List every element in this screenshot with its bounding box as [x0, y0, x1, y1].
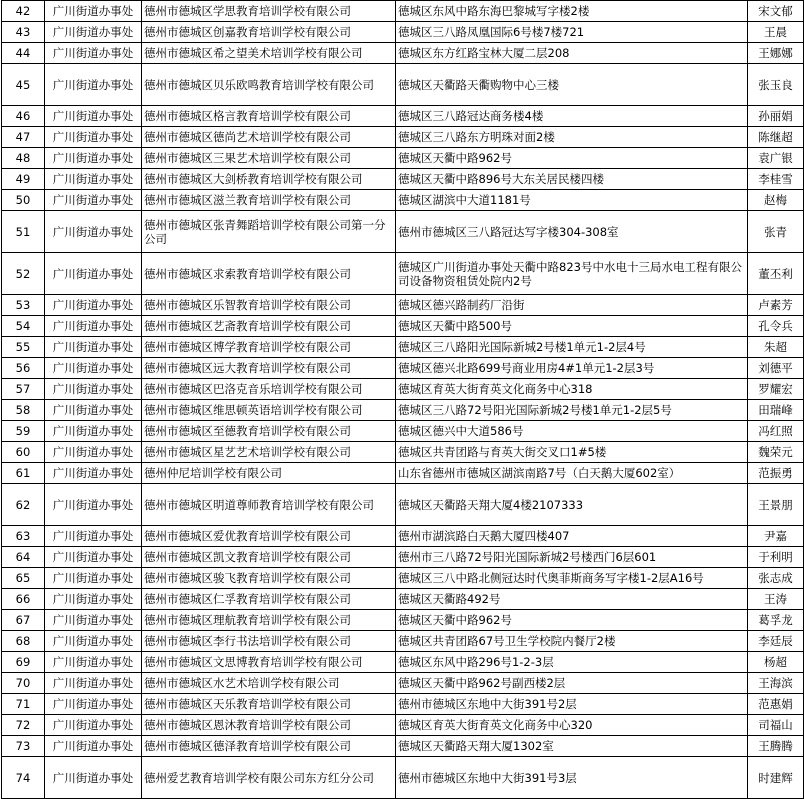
cell-address: 德州市德城区东地中大街391号3层	[396, 757, 748, 799]
cell-school-name: 德州市德城区明道尊师教育培训学校有限公司	[142, 484, 396, 526]
cell-number: 64	[2, 547, 45, 568]
cell-office: 广川街道办事处	[45, 652, 142, 673]
cell-school-name: 德州市德城区文思博教育培训学校有限公司	[142, 652, 396, 673]
table-body	[2, 1, 804, 799]
table-row	[2, 442, 804, 463]
cell-school-name: 德州市德城区博学教育培训学校有限公司	[142, 337, 396, 358]
cell-office: 广川街道办事处	[45, 631, 142, 652]
cell-contact-person: 孔令兵	[748, 316, 804, 337]
table-row	[2, 337, 804, 358]
cell-office: 广川街道办事处	[45, 736, 142, 757]
cell-address: 德城区湖滨中大道1181号	[396, 190, 748, 211]
cell-number: 56	[2, 358, 45, 379]
cell-number: 63	[2, 526, 45, 547]
cell-address: 德城区东风中路东海巴黎城写字楼2楼	[396, 1, 748, 22]
cell-number: 46	[2, 106, 45, 127]
cell-contact-person: 陈继超	[748, 127, 804, 148]
cell-school-name: 德州市德城区星艺艺术培训学校有限公司	[142, 442, 396, 463]
cell-address: 德城区东风中路296号1-2-3层	[396, 652, 748, 673]
cell-office: 广川街道办事处	[45, 253, 142, 295]
cell-school-name: 德州市德城区水艺术培训学校有限公司	[142, 673, 396, 694]
cell-office: 广川街道办事处	[45, 589, 142, 610]
cell-address: 德城区天衢中路962号	[396, 610, 748, 631]
cell-office: 广川街道办事处	[45, 148, 142, 169]
cell-contact-person: 张玉良	[748, 64, 804, 106]
cell-number: 42	[2, 1, 45, 22]
cell-office: 广川街道办事处	[45, 463, 142, 484]
cell-office: 广川街道办事处	[45, 484, 142, 526]
cell-office: 广川街道办事处	[45, 358, 142, 379]
cell-number: 55	[2, 337, 45, 358]
cell-school-name: 德州市德城区天乐教育培训学校有限公司	[142, 694, 396, 715]
cell-contact-person: 司福山	[748, 715, 804, 736]
cell-address: 德城区三八路72号阳光国际新城2号楼1单元1-2层5号	[396, 400, 748, 421]
cell-number: 54	[2, 316, 45, 337]
cell-contact-person: 刘德平	[748, 358, 804, 379]
cell-school-name: 德州市德城区乐智教育培训学校有限公司	[142, 295, 396, 316]
cell-address: 德城区三八中路北侧冠达时代奥菲斯商务写字楼1-2层A16号	[396, 568, 748, 589]
table-row	[2, 358, 804, 379]
cell-school-name: 德州市德城区远大教育培训学校有限公司	[142, 358, 396, 379]
table-row	[2, 316, 804, 337]
cell-office: 广川街道办事处	[45, 43, 142, 64]
cell-school-name: 德州仲尼培训学校有限公司	[142, 463, 396, 484]
cell-office: 广川街道办事处	[45, 400, 142, 421]
cell-school-name: 德州市德城区三果艺术培训学校有限公司	[142, 148, 396, 169]
cell-contact-person: 张志成	[748, 568, 804, 589]
table-row	[2, 547, 804, 568]
cell-office: 广川街道办事处	[45, 211, 142, 253]
cell-contact-person: 孙丽娟	[748, 106, 804, 127]
cell-address: 德城区天衢中路500号	[396, 316, 748, 337]
cell-school-name: 德州市德城区德泽教育培训学校有限公司	[142, 736, 396, 757]
table-row	[2, 22, 804, 43]
cell-office: 广川街道办事处	[45, 379, 142, 400]
cell-office: 广川街道办事处	[45, 106, 142, 127]
cell-school-name: 德州市德城区维思顿英语培训学校有限公司	[142, 400, 396, 421]
cell-contact-person: 王晨	[748, 22, 804, 43]
cell-address: 德城区德兴北路699号商业用房4#1单元1-2层3号	[396, 358, 748, 379]
cell-number: 61	[2, 463, 45, 484]
table-row	[2, 526, 804, 547]
table-row	[2, 652, 804, 673]
cell-number: 43	[2, 22, 45, 43]
cell-number: 57	[2, 379, 45, 400]
table-row	[2, 463, 804, 484]
cell-school-name: 德州市德城区巴洛克音乐培训学校有限公司	[142, 379, 396, 400]
cell-office: 广川街道办事处	[45, 610, 142, 631]
cell-address: 德城区天衢中路896号大东关居民楼四楼	[396, 169, 748, 190]
cell-contact-person: 宋文郁	[748, 1, 804, 22]
cell-number: 48	[2, 148, 45, 169]
cell-office: 广川街道办事处	[45, 337, 142, 358]
cell-number: 66	[2, 589, 45, 610]
cell-address: 德城区天衢路天衢购物中心三楼	[396, 64, 748, 106]
cell-school-name: 德州市德城区滋兰教育培训学校有限公司	[142, 190, 396, 211]
table-row	[2, 1, 804, 22]
cell-contact-person: 王腾腾	[748, 736, 804, 757]
table-row	[2, 610, 804, 631]
cell-school-name: 德州市德城区希之望美术培训学校有限公司	[142, 43, 396, 64]
table-row	[2, 43, 804, 64]
cell-address: 德城区广川街道办事处天衢中路823号中水电十三局水电工程有限公司设备物资租赁处院内2号	[396, 253, 748, 295]
cell-number: 73	[2, 736, 45, 757]
cell-number: 47	[2, 127, 45, 148]
cell-number: 62	[2, 484, 45, 526]
cell-address: 德城区共青团路与育英大街交叉口1#5楼	[396, 442, 748, 463]
cell-address: 德州市德城区东地中大街391号2层	[396, 694, 748, 715]
cell-contact-person: 王景朋	[748, 484, 804, 526]
table-row	[2, 568, 804, 589]
cell-contact-person: 于利明	[748, 547, 804, 568]
cell-school-name: 德州市德城区骏飞教育培训学校有限公司	[142, 568, 396, 589]
table-row	[2, 295, 804, 316]
cell-address: 德城区天衢路492号	[396, 589, 748, 610]
cell-address: 德城区三八路冠达商务楼4楼	[396, 106, 748, 127]
cell-address: 德城区天衢中路962号副西楼2层	[396, 673, 748, 694]
cell-office: 广川街道办事处	[45, 127, 142, 148]
cell-address: 德城区天衢中路962号	[396, 148, 748, 169]
cell-school-name: 德州市德城区学思教育培训学校有限公司	[142, 1, 396, 22]
cell-contact-person: 罗耀宏	[748, 379, 804, 400]
cell-office: 广川街道办事处	[45, 1, 142, 22]
cell-contact-person: 李廷辰	[748, 631, 804, 652]
cell-contact-person: 张青	[748, 211, 804, 253]
cell-address: 德城区共青团路67号卫生学校院内餐厅2楼	[396, 631, 748, 652]
cell-school-name: 德州市德城区恩沐教育培训学校有限公司	[142, 715, 396, 736]
cell-school-name: 德州市德城区张青舞蹈培训学校有限公司第一分公司	[142, 211, 396, 253]
cell-school-name: 德州市德城区凯文教育培训学校有限公司	[142, 547, 396, 568]
cell-contact-person: 袁广银	[748, 148, 804, 169]
table-row	[2, 421, 804, 442]
cell-office: 广川街道办事处	[45, 22, 142, 43]
cell-office: 广川街道办事处	[45, 694, 142, 715]
table-row	[2, 631, 804, 652]
cell-number: 44	[2, 43, 45, 64]
cell-number: 65	[2, 568, 45, 589]
cell-office: 广川街道办事处	[45, 715, 142, 736]
cell-office: 广川街道办事处	[45, 526, 142, 547]
cell-address: 德城区三八路阳光国际新城2号楼1单元1-2层4号	[396, 337, 748, 358]
cell-number: 53	[2, 295, 45, 316]
cell-office: 广川街道办事处	[45, 547, 142, 568]
cell-address: 德城区天衢路天翔大厦4楼2107333	[396, 484, 748, 526]
cell-number: 51	[2, 211, 45, 253]
training-school-table	[1, 0, 804, 799]
cell-school-name: 德州市德城区理航教育培训学校有限公司	[142, 610, 396, 631]
cell-address: 德城区三八路东方明珠对面2楼	[396, 127, 748, 148]
cell-office: 广川街道办事处	[45, 64, 142, 106]
cell-contact-person: 时建辉	[748, 757, 804, 799]
cell-school-name: 德州爱艺教育培训学校有限公司东方红分公司	[142, 757, 396, 799]
cell-number: 70	[2, 673, 45, 694]
cell-number: 67	[2, 610, 45, 631]
cell-address: 德城区天衢路天翔大厦1302室	[396, 736, 748, 757]
cell-office: 广川街道办事处	[45, 442, 142, 463]
cell-school-name: 德州市德城区求索教育培训学校有限公司	[142, 253, 396, 295]
cell-address: 德州市三八路72号阳光国际新城2号楼西门6层601	[396, 547, 748, 568]
cell-number: 72	[2, 715, 45, 736]
table-row	[2, 484, 804, 526]
cell-number: 58	[2, 400, 45, 421]
cell-address: 德城区三八路凤凰国际6号楼7楼721	[396, 22, 748, 43]
cell-number: 52	[2, 253, 45, 295]
cell-office: 广川街道办事处	[45, 673, 142, 694]
cell-number: 69	[2, 652, 45, 673]
table-row	[2, 673, 804, 694]
cell-contact-person: 卢素芳	[748, 295, 804, 316]
cell-office: 广川街道办事处	[45, 169, 142, 190]
cell-office: 广川街道办事处	[45, 190, 142, 211]
cell-address: 德州市德城区三八路冠达写字楼304-308室	[396, 211, 748, 253]
cell-address: 德城区育英大街育英文化商务中心320	[396, 715, 748, 736]
cell-contact-person: 田瑞峰	[748, 400, 804, 421]
table-row	[2, 211, 804, 253]
cell-school-name: 德州市德城区李行书法培训学校有限公司	[142, 631, 396, 652]
cell-address: 德城区育英大街育英文化商务中心318	[396, 379, 748, 400]
cell-number: 68	[2, 631, 45, 652]
cell-contact-person: 范振勇	[748, 463, 804, 484]
cell-school-name: 德州市德城区大剑桥教育培训学校有限公司	[142, 169, 396, 190]
cell-school-name: 德州市德城区至德教育培训学校有限公司	[142, 421, 396, 442]
table-row	[2, 64, 804, 106]
cell-school-name: 德州市德城区仁孚教育培训学校有限公司	[142, 589, 396, 610]
table-row	[2, 379, 804, 400]
cell-contact-person: 冯红照	[748, 421, 804, 442]
cell-contact-person: 范惠娟	[748, 694, 804, 715]
table-row	[2, 757, 804, 799]
table-row	[2, 736, 804, 757]
cell-office: 广川街道办事处	[45, 568, 142, 589]
cell-number: 50	[2, 190, 45, 211]
cell-number: 71	[2, 694, 45, 715]
cell-school-name: 德州市德城区贝乐欧鸣教育培训学校有限公司	[142, 64, 396, 106]
table-row	[2, 148, 804, 169]
cell-number: 60	[2, 442, 45, 463]
cell-address: 德城区东方红路宝林大厦二层208	[396, 43, 748, 64]
cell-contact-person: 董丕利	[748, 253, 804, 295]
cell-contact-person: 王海滨	[748, 673, 804, 694]
cell-address: 德城区德兴路制药厂沿街	[396, 295, 748, 316]
cell-school-name: 德州市德城区艺斋教育培训学校有限公司	[142, 316, 396, 337]
cell-number: 45	[2, 64, 45, 106]
cell-contact-person: 赵梅	[748, 190, 804, 211]
cell-contact-person: 葛孚龙	[748, 610, 804, 631]
cell-contact-person: 李桂雪	[748, 169, 804, 190]
cell-school-name: 德州市德城区格言教育培训学校有限公司	[142, 106, 396, 127]
cell-number: 59	[2, 421, 45, 442]
cell-school-name: 德州市德城区爱优教育培训学校有限公司	[142, 526, 396, 547]
cell-address: 德城区德兴中大道586号	[396, 421, 748, 442]
cell-address: 山东省德州市德城区湖滨南路7号（白天鹅大厦602室）	[396, 463, 748, 484]
table-row	[2, 694, 804, 715]
cell-school-name: 德州市德城区德尚艺术培训学校有限公司	[142, 127, 396, 148]
cell-contact-person: 魏荣元	[748, 442, 804, 463]
cell-office: 广川街道办事处	[45, 421, 142, 442]
cell-office: 广川街道办事处	[45, 295, 142, 316]
cell-number: 74	[2, 757, 45, 799]
cell-contact-person: 尹嘉	[748, 526, 804, 547]
table-row	[2, 169, 804, 190]
table-row	[2, 253, 804, 295]
table-row	[2, 190, 804, 211]
cell-contact-person: 王娜娜	[748, 43, 804, 64]
table-row	[2, 589, 804, 610]
cell-address: 德州市湖滨路白天鹅大厦四楼407	[396, 526, 748, 547]
cell-number: 49	[2, 169, 45, 190]
table-row	[2, 400, 804, 421]
table-row	[2, 715, 804, 736]
cell-office: 广川街道办事处	[45, 316, 142, 337]
cell-contact-person: 杨超	[748, 652, 804, 673]
table-row	[2, 127, 804, 148]
cell-office: 广川街道办事处	[45, 757, 142, 799]
table-row	[2, 106, 804, 127]
cell-contact-person: 王涛	[748, 589, 804, 610]
cell-contact-person: 朱超	[748, 337, 804, 358]
cell-school-name: 德州市德城区创嘉教育培训学校有限公司	[142, 22, 396, 43]
